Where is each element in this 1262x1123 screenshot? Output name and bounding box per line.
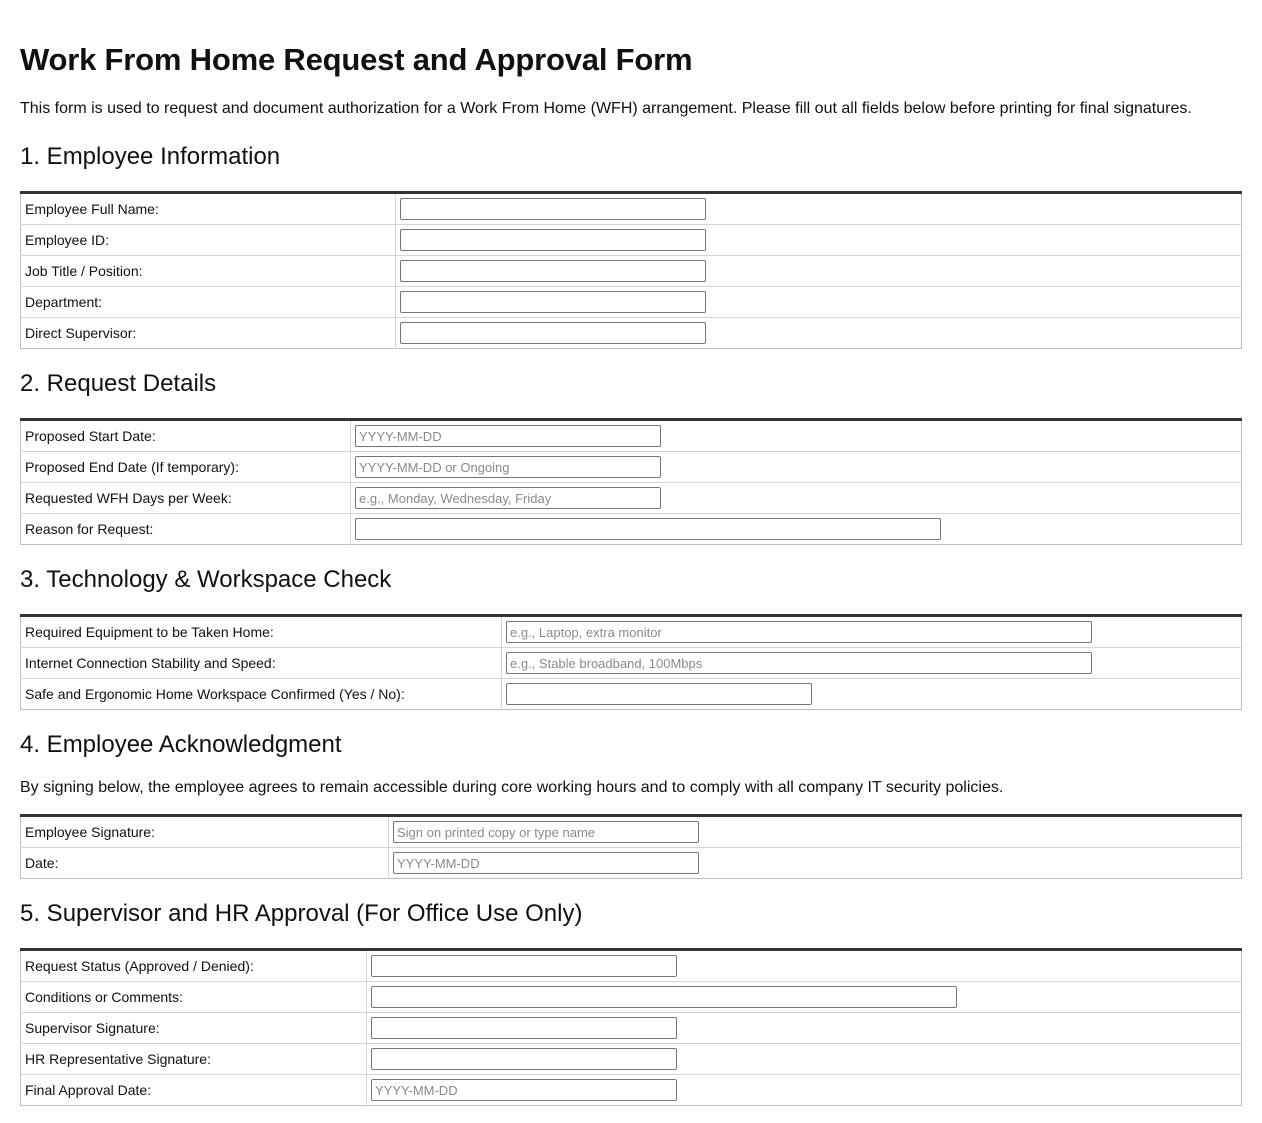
field-cell	[351, 452, 1242, 483]
field-label: Proposed End Date (If temporary):	[21, 452, 351, 483]
field-label: Job Title / Position:	[21, 256, 396, 287]
table-row	[21, 193, 1242, 225]
field-label: Internet Connection Stability and Speed:	[21, 648, 502, 679]
department-input[interactable]	[400, 291, 706, 313]
employee-acknowledgment-table	[20, 814, 1242, 879]
field-cell	[351, 514, 1242, 545]
field-cell	[389, 816, 1242, 848]
field-label: Request Status (Approved / Denied):	[21, 950, 367, 982]
intro-text: This form is used to request and document authorization for a Work From Home (WFH) arrangement. Please fill out all fields below before printing for final signatures.	[20, 100, 1192, 117]
table-row	[21, 287, 1242, 318]
field-cell	[389, 848, 1242, 879]
table-row	[21, 1075, 1242, 1106]
field-cell	[396, 287, 1242, 318]
section-heading-employee-acknowledgment: 4. Employee Acknowledgment	[20, 731, 342, 758]
field-label: Proposed Start Date:	[21, 420, 351, 452]
field-cell	[367, 982, 1242, 1013]
table-row	[21, 1013, 1242, 1044]
field-label: Requested WFH Days per Week:	[21, 483, 351, 514]
field-label: Required Equipment to be Taken Home:	[21, 616, 502, 648]
table-row	[21, 816, 1242, 848]
internet-connection-input[interactable]	[506, 652, 1092, 674]
field-cell	[396, 225, 1242, 256]
employee-full-name-input[interactable]	[400, 198, 706, 220]
final-approval-date-input[interactable]	[371, 1079, 677, 1101]
field-cell	[396, 256, 1242, 287]
proposed-start-date-input[interactable]	[355, 425, 661, 447]
employee-signature-input[interactable]	[393, 821, 699, 843]
reason-for-request-input[interactable]	[355, 518, 941, 540]
field-label: Date:	[21, 848, 389, 879]
conditions-comments-input[interactable]	[371, 986, 957, 1008]
field-label: Department:	[21, 287, 396, 318]
field-cell	[502, 648, 1242, 679]
field-cell	[367, 950, 1242, 982]
field-cell	[396, 318, 1242, 349]
request-details-table	[20, 418, 1242, 545]
table-row	[21, 679, 1242, 710]
supervisor-hr-approval-table	[20, 948, 1242, 1106]
field-cell	[367, 1044, 1242, 1075]
supervisor-signature-input[interactable]	[371, 1017, 677, 1039]
field-cell	[367, 1075, 1242, 1106]
request-status-input[interactable]	[371, 955, 677, 977]
field-cell	[351, 483, 1242, 514]
table-row	[21, 225, 1242, 256]
field-label: Employee ID:	[21, 225, 396, 256]
field-cell	[367, 1013, 1242, 1044]
table-row	[21, 848, 1242, 879]
field-label: Direct Supervisor:	[21, 318, 396, 349]
field-cell	[351, 420, 1242, 452]
field-label: Supervisor Signature:	[21, 1013, 367, 1044]
proposed-end-date-input[interactable]	[355, 456, 661, 478]
table-row	[21, 420, 1242, 452]
table-row	[21, 648, 1242, 679]
field-cell	[502, 679, 1242, 710]
field-cell	[502, 616, 1242, 648]
table-row	[21, 982, 1242, 1013]
section-heading-employee-information: 1. Employee Information	[20, 143, 281, 170]
field-label: Conditions or Comments:	[21, 982, 367, 1013]
required-equipment-input[interactable]	[506, 621, 1092, 643]
field-label: Employee Full Name:	[21, 193, 396, 225]
table-row	[21, 616, 1242, 648]
acknowledgment-text: By signing below, the employee agrees to remain accessible during core working hours and to comply with all company IT security policies.	[20, 779, 1004, 796]
hr-signature-input[interactable]	[371, 1048, 677, 1070]
field-cell	[396, 193, 1242, 225]
field-label: Safe and Ergonomic Home Workspace Confirmed (Yes / No):	[21, 679, 502, 710]
page-title: Work From Home Request and Approval Form	[20, 42, 693, 77]
job-title-input[interactable]	[400, 260, 706, 282]
field-label: HR Representative Signature:	[21, 1044, 367, 1075]
field-label: Final Approval Date:	[21, 1075, 367, 1106]
table-row	[21, 514, 1242, 545]
table-row	[21, 452, 1242, 483]
employee-id-input[interactable]	[400, 229, 706, 251]
table-row	[21, 256, 1242, 287]
wfh-days-input[interactable]	[355, 487, 661, 509]
table-row	[21, 1044, 1242, 1075]
direct-supervisor-input[interactable]	[400, 322, 706, 344]
section-heading-technology-workspace: 3. Technology & Workspace Check	[20, 566, 392, 593]
table-row	[21, 483, 1242, 514]
section-heading-request-details: 2. Request Details	[20, 370, 217, 397]
technology-workspace-table	[20, 614, 1242, 710]
field-label: Reason for Request:	[21, 514, 351, 545]
workspace-confirmed-input[interactable]	[506, 683, 812, 705]
table-row	[21, 950, 1242, 982]
section-heading-supervisor-hr-approval: 5. Supervisor and HR Approval (For Office Use Only)	[20, 900, 583, 927]
employee-information-table	[20, 191, 1242, 349]
field-label: Employee Signature:	[21, 816, 389, 848]
employee-date-input[interactable]	[393, 852, 699, 874]
table-row	[21, 318, 1242, 349]
